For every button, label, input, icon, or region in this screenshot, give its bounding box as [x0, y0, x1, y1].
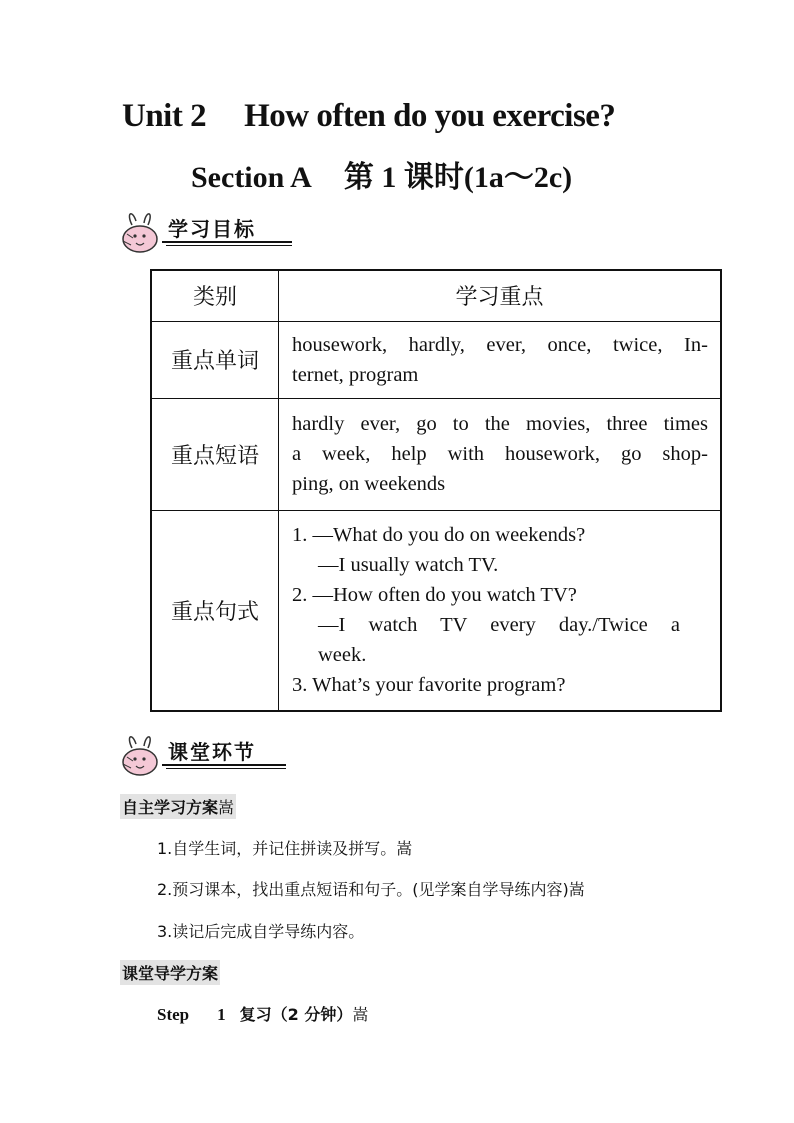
- item-text: 1.自学生词，并记住拼读及拼写。: [157, 839, 397, 858]
- goals-banner-label: 学习目标: [168, 217, 256, 241]
- step-title: 复习（2 分钟）: [239, 1005, 353, 1024]
- row-category: 重点句式: [151, 510, 279, 711]
- step-line: [157, 1002, 368, 1025]
- self-study-heading: [120, 794, 236, 819]
- bunny-mascot-icon: [118, 207, 166, 255]
- classroom-banner-label: 课堂环节: [168, 740, 256, 764]
- header-category: 类别: [151, 270, 279, 321]
- heading-mark: 嵩: [218, 798, 235, 817]
- content-line: week.: [318, 644, 367, 667]
- content-line: a week, help with housework, go shop-: [292, 443, 708, 465]
- item-text: 3.读记后完成自学导练内容。: [157, 922, 365, 941]
- banner-underline: [162, 241, 292, 243]
- unit-title: [122, 98, 615, 135]
- study-goals-table: [150, 269, 722, 712]
- self-study-heading-text: 自主学习方案: [122, 798, 219, 817]
- goals-banner: [118, 207, 298, 255]
- content-line: 2. —How often do you watch TV?: [292, 584, 577, 607]
- content-line: ping, on weekends: [292, 473, 446, 495]
- unit-label: Unit 2: [122, 98, 207, 134]
- table-row: [151, 510, 721, 711]
- step-label: Step: [157, 1005, 190, 1024]
- step-number: 1: [217, 1005, 226, 1024]
- content-line: hardly ever, go to the movies, three times: [292, 413, 708, 435]
- content-line: 1. —What do you do on weekends?: [292, 524, 586, 547]
- item-text: 2.预习课本，找出重点短语和句子。(见学案自学导练内容): [157, 880, 569, 899]
- item-mark: 嵩: [396, 839, 413, 858]
- content-line: 3. What’s your favorite program?: [292, 674, 566, 697]
- sentence-answer: —I watch TV every day./Twice a: [318, 614, 680, 637]
- bunny-mascot-icon: [118, 730, 166, 778]
- classroom-banner: [118, 730, 298, 778]
- banner-underline: [162, 764, 286, 766]
- list-item: [157, 877, 585, 900]
- lesson-label: 第 1 课时(1a～2c): [343, 161, 573, 194]
- header-focus: 学习重点: [279, 270, 722, 321]
- content-line: [292, 610, 708, 640]
- row-content: [279, 398, 722, 510]
- content-line: ternet, program: [292, 363, 419, 386]
- table-row: [151, 321, 721, 398]
- step-mark: 嵩: [352, 1005, 369, 1024]
- item-mark: 嵩: [568, 880, 585, 899]
- table-header-row: [151, 270, 721, 321]
- list-item: [157, 836, 412, 859]
- row-content: [279, 510, 722, 711]
- guided-heading: 课堂导学方案: [120, 960, 220, 985]
- row-category: 重点短语: [151, 398, 279, 510]
- section-label: Section A: [191, 161, 312, 194]
- table-row: [151, 398, 721, 510]
- list-item: [157, 919, 364, 942]
- row-category: 重点单词: [151, 321, 279, 398]
- section-title: [191, 152, 572, 196]
- content-line: —I usually watch TV.: [318, 554, 499, 577]
- banner-underline-thin: [166, 245, 292, 246]
- row-content: [279, 321, 722, 398]
- banner-underline-thin: [166, 768, 286, 769]
- unit-question: How often do you exercise?: [244, 98, 616, 134]
- content-line: housework, hardly, ever, once, twice, In-: [292, 333, 708, 356]
